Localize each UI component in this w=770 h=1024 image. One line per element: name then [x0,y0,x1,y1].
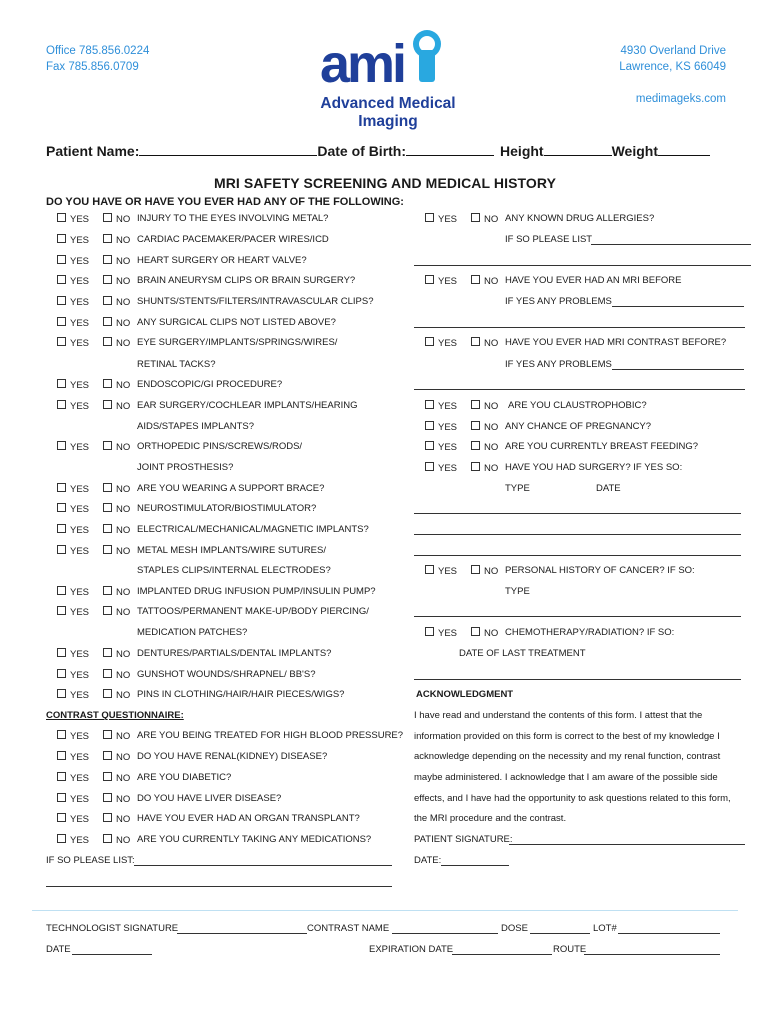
yes-no-group [57,400,130,413]
no-checkbox[interactable] [471,462,480,471]
yes-no-group [57,545,130,558]
no-label: NO [116,256,131,267]
yes-checkbox[interactable] [57,317,66,326]
yes-checkbox[interactable] [57,379,66,388]
no-checkbox[interactable] [471,565,480,574]
yes-label: YES [438,214,458,225]
yes-checkbox[interactable] [57,648,66,657]
no-checkbox[interactable] [103,234,112,243]
yes-label: YES [70,338,90,349]
right-question-mri-problems: IF YES ANY PROBLEMS [505,296,612,307]
dob-field[interactable] [406,143,494,156]
no-label: NO [484,214,499,225]
logo-mark-text: ami [320,34,405,94]
yes-label: YES [438,276,458,287]
right-yes-no-group [425,275,498,288]
yes-checkbox[interactable] [57,296,66,305]
logo-line2: Imaging [358,113,418,130]
contact-block [46,43,149,75]
no-label: NO [116,773,131,784]
yes-label: YES [70,318,90,329]
yes-no-group [57,317,130,330]
yes-label: YES [70,607,90,618]
left-question: GUNSHOT WOUNDS/SHRAPNEL/ BB'S? [137,669,316,680]
left-question: NEUROSTIMULATOR/BIOSTIMULATOR? [137,503,317,514]
yes-no-group [57,503,130,516]
right-question-allergies: ANY KNOWN DRUG ALLERGIES? [505,213,655,224]
no-label: NO [116,794,131,805]
surgery-type-label: TYPE [505,483,530,494]
dose-label: DOSE [501,923,528,934]
right-question-claustro: ARE YOU CLAUSTROPHOBIC? [508,400,647,411]
yes-checkbox[interactable] [425,337,434,346]
yes-label: YES [70,297,90,308]
form-title: MRI SAFETY SCREENING AND MEDICAL HISTORY [213,175,557,191]
yes-no-group [57,296,130,309]
no-label: NO [484,566,499,577]
left-question: CARDIAC PACEMAKER/PACER WIRES/ICD [137,234,329,245]
left-question: METAL MESH IMPLANTS/WIRE SUTURES/ [137,545,326,556]
route-label: ROUTE [553,944,587,955]
address-line1: 4930 Overland Drive [620,45,726,57]
no-checkbox[interactable] [103,379,112,388]
ami-logo [308,20,468,132]
yes-checkbox[interactable] [425,565,434,574]
no-label: NO [484,276,499,287]
no-checkbox[interactable] [103,400,112,409]
contrast-yes-no-group [57,730,130,743]
height-label: Height [500,143,544,159]
yes-checkbox[interactable] [57,524,66,533]
yes-checkbox[interactable] [57,275,66,284]
contrast-name-field[interactable] [392,933,498,934]
tech-signature-label: TECHNOLOGIST SIGNATURE [46,923,179,934]
left-question: TATTOOS/PERMANENT MAKE-UP/BODY PIERCING/ [137,606,369,617]
yes-checkbox[interactable] [57,669,66,678]
left-question: ELECTRICAL/MECHANICAL/MAGNETIC IMPLANTS? [137,524,369,535]
left-question: ENDOSCOPIC/GI PROCEDURE? [137,379,283,390]
no-checkbox[interactable] [103,586,112,595]
no-label: NO [116,649,131,660]
no-checkbox[interactable] [103,317,112,326]
yes-no-group [57,213,130,226]
no-label: NO [484,422,499,433]
contrast-yes-no-group [57,751,130,764]
yes-label: YES [70,256,90,267]
no-checkbox[interactable] [103,483,112,492]
allergies-list-field[interactable] [591,244,751,245]
allergies-extra-line[interactable] [414,265,751,266]
no-checkbox[interactable] [471,441,480,450]
patient-info-line [46,143,710,159]
treatment-date-line[interactable] [414,679,741,680]
right-yes-no-group [425,213,498,226]
no-label: NO [116,338,131,349]
no-checkbox[interactable] [103,213,112,222]
left-question: EYE SURGERY/IMPLANTS/SPRINGS/WIRES/ [137,337,338,348]
mri-problems-extra-line[interactable] [414,327,745,328]
left-question: RETINAL TACKS? [137,359,216,370]
no-label: NO [484,338,499,349]
yes-label: YES [70,401,90,412]
no-checkbox[interactable] [471,627,480,636]
acknowledgment-line: the MRI procedure and the contrast. [414,813,567,824]
yes-label: YES [70,504,90,515]
right-question-cancer: PERSONAL HISTORY OF CANCER? IF SO: [505,565,695,576]
yes-label: YES [70,835,90,846]
expiration-date-label: EXPIRATION DATE [369,944,454,955]
yes-checkbox[interactable] [57,606,66,615]
yes-checkbox[interactable] [57,813,66,822]
yes-no-group [57,524,130,537]
contrast-yes-no-group [57,793,130,806]
no-label: NO [116,318,131,329]
weight-label: Weight [611,143,658,159]
acknowledgment-heading: ACKNOWLEDGMENT [416,689,514,700]
patient-name-field[interactable] [139,143,317,156]
left-question: HEART SURGERY OR HEART VALVE? [137,255,307,266]
no-checkbox[interactable] [103,524,112,533]
yes-checkbox[interactable] [57,213,66,222]
contrast-yes-no-group [57,772,130,785]
yes-label: YES [438,628,458,639]
left-question: ARE YOU WEARING A SUPPORT BRACE? [137,483,325,494]
contrast-yes-no-group [57,813,130,826]
no-label: NO [116,235,131,246]
contrast-name-label: CONTRAST NAME [307,923,390,934]
contrast-heading: CONTRAST QUESTIONNAIRE: [46,710,184,721]
yes-label: YES [70,276,90,287]
acknowledgment-line: I have read and understand the contents of this form. I attest that the [414,710,703,721]
logo-line1: Advanced Medical [320,95,456,112]
no-checkbox[interactable] [103,689,112,698]
right-question-allergies-list: IF SO PLEASE LIST [505,234,593,245]
yes-no-group [57,441,130,454]
medication-list-line-2[interactable] [46,886,392,887]
yes-checkbox[interactable] [57,730,66,739]
no-label: NO [116,814,131,825]
yes-no-group [57,669,130,682]
left-question: IMPLANTED DRUG INFUSION PUMP/INSULIN PUMP? [137,586,376,597]
yes-checkbox[interactable] [425,421,434,430]
yes-checkbox[interactable] [57,483,66,492]
patient-signature-field[interactable] [509,844,745,845]
ack-date-field[interactable] [441,865,509,866]
yes-checkbox[interactable] [425,275,434,284]
no-checkbox[interactable] [471,337,480,346]
yes-label: YES [438,338,458,349]
no-checkbox[interactable] [471,275,480,284]
yes-checkbox[interactable] [425,213,434,222]
yes-label: YES [438,401,458,412]
right-yes-no-group [425,441,498,454]
yes-checkbox[interactable] [57,834,66,843]
contrast-yes-no-group [57,834,130,847]
no-checkbox[interactable] [103,255,112,264]
surgery-line-2[interactable] [414,534,741,535]
yes-checkbox[interactable] [425,400,434,409]
contrast-problems-field[interactable] [612,369,744,370]
acknowledgment-line: effects, and I have had the opportunity to ask questions related to this form, [414,793,731,804]
yes-no-group [57,337,130,350]
no-label: NO [116,504,131,515]
contrast-question: ARE YOU CURRENTLY TAKING ANY MEDICATIONS? [137,834,372,845]
no-label: NO [116,587,131,598]
no-label: NO [116,670,131,681]
yes-checkbox[interactable] [57,337,66,346]
yes-label: YES [70,214,90,225]
right-yes-no-group [425,337,498,350]
yes-no-group [57,648,130,661]
route-field[interactable] [584,954,720,955]
contrast-question: ARE YOU BEING TREATED FOR HIGH BLOOD PRESSURE? [137,730,404,741]
yes-label: YES [70,773,90,784]
patient-signature-label: PATIENT SIGNATURE: [414,834,513,845]
no-label: NO [484,463,499,474]
weight-field[interactable] [658,143,710,156]
yes-checkbox[interactable] [57,586,66,595]
right-question-pregnancy: ANY CHANCE OF PREGNANCY? [505,421,652,432]
no-label: NO [484,628,499,639]
yes-label: YES [438,566,458,577]
yes-label: YES [70,731,90,742]
right-yes-no-group [425,462,498,475]
ack-date-label: DATE: [414,855,442,866]
no-checkbox[interactable] [103,275,112,284]
yes-no-group [57,586,130,599]
right-yes-no-group [425,565,498,578]
yes-label: YES [70,380,90,391]
right-question-mri-contrast: HAVE YOU EVER HAD MRI CONTRAST BEFORE? [505,337,727,348]
left-question: BRAIN ANEURYSM CLIPS OR BRAIN SURGERY? [137,275,356,286]
no-checkbox[interactable] [103,296,112,305]
left-question: INJURY TO THE EYES INVOLVING METAL? [137,213,329,224]
yes-checkbox[interactable] [57,793,66,802]
yes-checkbox[interactable] [57,545,66,554]
surgery-line-1[interactable] [414,513,741,514]
no-label: NO [484,442,499,453]
yes-label: YES [70,442,90,453]
lot-label: LOT# [593,923,617,934]
no-checkbox[interactable] [103,441,112,450]
no-label: NO [116,297,131,308]
right-question-cancer-type: TYPE [505,586,530,597]
no-checkbox[interactable] [103,669,112,678]
acknowledgment-line: maybe administered. I acknowledge that I am aware of the possible side [414,772,718,783]
yes-label: YES [70,670,90,681]
no-label: NO [116,525,131,536]
left-question: AIDS/STAPES IMPLANTS? [137,421,255,432]
no-checkbox[interactable] [103,503,112,512]
acknowledgment-line: information provided on this form is correct to the best of my knowledge I [414,731,720,742]
yes-checkbox[interactable] [57,400,66,409]
left-question: PINS IN CLOTHING/HAIR/HAIR PIECES/WIGS? [137,689,345,700]
left-question: ORTHOPEDIC PINS/SCREWS/RODS/ [137,441,303,452]
no-checkbox[interactable] [103,648,112,657]
right-yes-no-group [425,627,498,640]
no-checkbox[interactable] [103,834,112,843]
yes-label: YES [70,546,90,557]
right-yes-no-group [425,421,498,434]
no-checkbox[interactable] [103,772,112,781]
yes-no-group [57,275,130,288]
left-question: STAPLES CLIPS/INTERNAL ELECTRODES? [137,565,331,576]
contrast-question: DO YOU HAVE LIVER DISEASE? [137,793,282,804]
footer-date-label: DATE [46,944,71,955]
yes-checkbox[interactable] [57,689,66,698]
no-label: NO [116,752,131,763]
yes-label: YES [438,422,458,433]
yes-label: YES [70,484,90,495]
yes-label: YES [438,442,458,453]
acknowledgment-line: acknowledge depending on the necessity and my renal function, contrast [414,751,721,762]
lot-field[interactable] [618,933,720,934]
yes-checkbox[interactable] [57,234,66,243]
yes-checkbox[interactable] [57,255,66,264]
no-label: NO [116,731,131,742]
left-question: SHUNTS/STENTS/FILTERS/INTRAVASCULAR CLIPS? [137,296,374,307]
yes-checkbox[interactable] [425,441,434,450]
contrast-question: HAVE YOU EVER HAD AN ORGAN TRANSPLANT? [137,813,360,824]
no-label: NO [116,690,131,701]
no-checkbox[interactable] [103,606,112,615]
no-checkbox[interactable] [103,545,112,554]
yes-no-group [57,483,130,496]
right-question-mri-before: HAVE YOU EVER HAD AN MRI BEFORE [505,275,682,286]
no-label: NO [116,276,131,287]
yes-checkbox[interactable] [57,441,66,450]
patient-name-label: Patient Name: [46,143,140,159]
no-label: NO [116,214,131,225]
address-block [619,43,726,75]
fax-number: Fax 785.856.0709 [46,61,139,73]
yes-checkbox[interactable] [57,772,66,781]
left-question: DENTURES/PARTIALS/DENTAL IMPLANTS? [137,648,332,659]
right-question-chemo: CHEMOTHERAPY/RADIATION? IF SO: [505,627,675,638]
address-line2: Lawrence, KS 66049 [619,61,726,73]
dose-field[interactable] [530,933,590,934]
no-checkbox[interactable] [471,400,480,409]
expiration-date-field[interactable] [452,954,552,955]
yes-no-group [57,606,130,619]
yes-checkbox[interactable] [57,503,66,512]
yes-no-group [57,379,130,392]
left-question: JOINT PROSTHESIS? [137,462,234,473]
no-checkbox[interactable] [103,730,112,739]
contrast-question: ARE YOU DIABETIC? [137,772,232,783]
no-label: NO [116,380,131,391]
no-checkbox[interactable] [103,793,112,802]
no-label: NO [484,401,499,412]
yes-label: YES [70,649,90,660]
medication-list-line-1[interactable] [134,865,392,866]
dob-label: Date of Birth: [317,143,407,159]
no-label: NO [116,442,131,453]
yes-label: YES [70,525,90,536]
no-label: NO [116,607,131,618]
yes-label: YES [70,587,90,598]
yes-checkbox[interactable] [425,627,434,636]
yes-label: YES [70,794,90,805]
mri-problems-field[interactable] [612,306,744,307]
no-checkbox[interactable] [103,337,112,346]
right-question-contrast-problems: IF YES ANY PROBLEMS [505,359,612,370]
yes-label: YES [70,814,90,825]
no-checkbox[interactable] [471,421,480,430]
no-checkbox[interactable] [103,813,112,822]
no-label: NO [116,546,131,557]
footer-separator [32,910,738,911]
left-question: ANY SURGICAL CLIPS NOT LISTED ABOVE? [137,317,336,328]
footer-date-field[interactable] [72,954,152,955]
yes-checkbox[interactable] [425,462,434,471]
yes-label: YES [438,463,458,474]
right-question-surgery: HAVE YOU HAD SURGERY? IF YES SO: [505,462,683,473]
no-checkbox[interactable] [471,213,480,222]
yes-label: YES [70,235,90,246]
yes-no-group [57,234,130,247]
tech-signature-field[interactable] [177,933,307,934]
no-label: NO [116,484,131,495]
yes-label: YES [70,752,90,763]
cancer-type-line[interactable] [414,616,741,617]
yes-no-group [57,689,130,702]
right-question-last-treatment: DATE OF LAST TREATMENT [459,648,586,659]
contrast-question: DO YOU HAVE RENAL(KIDNEY) DISEASE? [137,751,328,762]
surgery-date-label: DATE [596,483,621,494]
contrast-problems-extra-line[interactable] [414,389,745,390]
website-link[interactable]: medimageks.com [635,93,726,105]
left-question: MEDICATION PATCHES? [137,627,248,638]
section-subheading: DO YOU HAVE OR HAVE YOU EVER HAD ANY OF THE FOLLOWING: [46,196,404,208]
height-field[interactable] [544,143,612,156]
left-question: EAR SURGERY/COCHLEAR IMPLANTS/HEARING [137,400,358,411]
yes-label: YES [70,690,90,701]
no-label: NO [116,835,131,846]
yes-checkbox[interactable] [57,751,66,760]
medication-list-label: IF SO PLEASE LIST: [46,855,135,866]
yes-no-group [57,255,130,268]
no-label: NO [116,401,131,412]
surgery-line-3[interactable] [414,555,741,556]
right-question-breastfeeding: ARE YOU CURRENTLY BREAST FEEDING? [505,441,699,452]
right-yes-no-group [425,400,498,413]
no-checkbox[interactable] [103,751,112,760]
office-phone: Office 785.856.0224 [46,45,150,57]
